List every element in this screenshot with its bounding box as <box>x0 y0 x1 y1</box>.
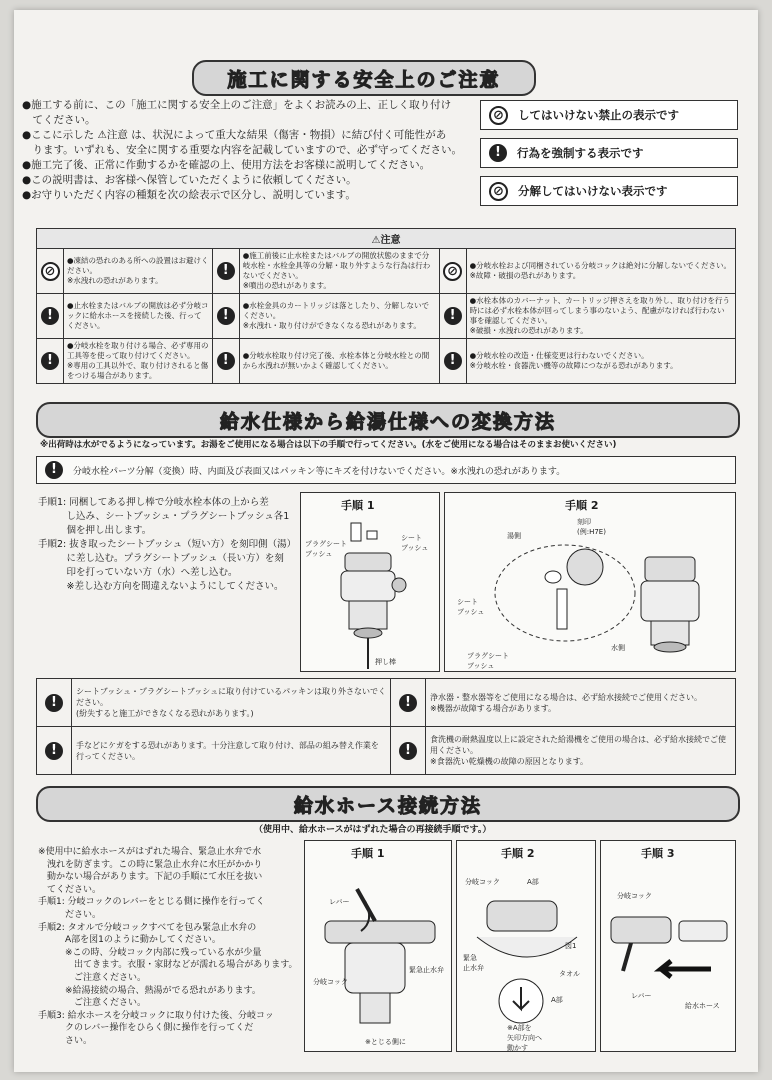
caution-cell: ●水栓金具のカートリッジは落としたり、分解しないでください。 ※水洩れ・取り付けができなくなる恐れがあります。 <box>239 294 439 339</box>
legend-prohibited <box>480 100 738 130</box>
step-line: ※差し込む方向を間違えないようにしてください。 <box>38 581 284 592</box>
step-line: ※給湯接続の場合、熱湯がでる恐れがあります。 <box>38 985 261 996</box>
caution-table <box>36 228 736 384</box>
warning-cell: シートブッシュ・プラグシートブッシュに取り付けているパッキンは取り外さないでください。 (紛失すると施工ができなくなる恐れがあります。) <box>72 679 391 727</box>
figure-label: ※A部を 矢印方向へ 動かす <box>507 1024 542 1052</box>
instruction-sheet <box>14 10 758 1072</box>
hose-figure-1 <box>304 840 452 1052</box>
figure-label: 水側 <box>611 644 625 652</box>
step-line: し込み、シートブッシュ・プラグシートブッシュ各1 <box>38 511 290 522</box>
figure-label: 押し棒 <box>375 658 396 666</box>
safety-bullet: ●施工完了後、正常に作動するかを確認の上、使用方法をお客様に説明してください。 <box>22 159 431 171</box>
safety-bullet: ●施工する前に、この「施工に関する安全上のご注意」をよくお読みの上、正しく取り付け <box>22 99 452 111</box>
mandatory-icon: ! <box>45 742 63 760</box>
no-disassembly-icon: ⊘ <box>443 262 462 281</box>
legend-label: 行為を強制する表示です <box>517 146 644 160</box>
lever-diagram <box>305 841 453 1053</box>
step-line: 個を押し出します。 <box>38 525 152 536</box>
mandatory-icon: ! <box>399 694 417 712</box>
step-line: ご注意ください。 <box>38 972 147 983</box>
figure-label: プラグシート ブッシュ <box>305 540 347 558</box>
mandatory-icon: ! <box>217 262 235 280</box>
caution-cell: ●施工前後に止水栓またはバルブの開放状態のままで分岐水栓・水栓金具等の分解・取り外すような行為は行わないでください。 ※噴出の恐れがあります。 <box>239 249 439 294</box>
figure-label: A部 <box>551 996 563 1004</box>
step-line: クのレバー操作をひらく側に操作を行ってくだ <box>38 1023 254 1034</box>
figure-label: 給水ホース <box>685 1002 720 1010</box>
caution-cell: ●分岐水栓および同梱されている分岐コックは絶対に分解しないでください。 ※故障・破損の恐れがあります。 <box>466 249 735 294</box>
figure-label: 緊急 止水弁 <box>463 954 484 972</box>
caution-cell: ●分岐水栓の改造・仕様変更は行わないでください。 ※分岐水栓・食器洗い機等の故障につながる恐れがあります。 <box>466 339 735 384</box>
step-line: 印を打っていない方（水）へ差し込む。 <box>38 567 238 578</box>
safety-bullet: ●この説明書は、お客様へ保管していただくように依頼してください。 <box>22 174 357 186</box>
step-line: 手順1: 分岐コックのレバーをとじる側に操作を行ってく <box>38 897 265 908</box>
hose-connect-diagram <box>601 841 737 1053</box>
step-line: 出てきます。衣服・家財などが濡れる場合があります。 <box>38 960 298 971</box>
figure-label: レバー <box>631 992 652 1000</box>
figure-label: 分岐コック <box>465 878 500 886</box>
mandatory-icon: ! <box>41 352 59 370</box>
mandatory-icon: ! <box>444 352 462 370</box>
mandatory-icon: ! <box>217 352 235 370</box>
figure-label: レバー <box>329 898 350 906</box>
caution-cell: ●水栓本体のカバーナット、カートリッジ押さえを取り外し、取り付けを行う時には必ず水栓本体が回ってしまう事のないよう、配慮がなければ行わない事を確認してください。 ※破損・水洩れの恐れがあります。 <box>466 294 735 339</box>
conversion-warning <box>36 456 736 484</box>
figure-label: 分岐コック <box>617 892 652 900</box>
step-line: てください。 <box>38 884 102 895</box>
conversion-figure-1 <box>300 492 440 672</box>
legend-mandatory <box>480 138 738 168</box>
mandatory-icon: ! <box>399 742 417 760</box>
caution-table-header: ⚠注意 <box>37 229 736 249</box>
conversion-title: 給水仕様から給湯仕様への変換方法 <box>36 402 740 438</box>
prohibited-icon: ⊘ <box>41 262 60 281</box>
step-line: ご注意ください。 <box>38 998 147 1009</box>
safety-title: 施工に関する安全上のご注意 <box>192 60 536 96</box>
warning-cell: 手などにケガをする恐れがあります。十分注意して取り付け、部品の組み替え作業を行ってください。 <box>72 727 391 775</box>
step-line: A部を図1のように動かしてください。 <box>38 935 221 946</box>
hose-subtitle: （使用中、給水ホースがはずれた場合の再接続手順です。） <box>254 825 492 835</box>
caution-cell: ●分岐水栓を取り付ける場合、必ず専用の工具等を使って取り付けてください。 ※専用の工具以外で、取り付けされると傷をつける場合があります。 <box>64 339 213 384</box>
safety-bullet: ります。いずれも、安全に関する重要な内容を記載していますので、必ず守ってください。 <box>22 144 462 156</box>
figure-label: A部 <box>527 878 539 886</box>
step-line: 手順3: 給水ホースを分岐コックに取り付けた後、分岐コッ <box>38 1010 274 1021</box>
mandatory-icon: ! <box>41 307 59 325</box>
caution-cell: ●分岐水栓取り付け完了後、水栓本体と分岐水栓との間から水洩れが無いかよく確認してください。 <box>239 339 439 384</box>
figure-label: 分岐コック <box>313 978 348 986</box>
figure-label: シート ブッシュ <box>401 534 429 552</box>
step-line: 手順2: タオルで分岐コックすべてを包み緊急止水弁の <box>38 922 257 933</box>
legend-label: してはいけない禁止の表示です <box>518 108 679 122</box>
mandatory-icon: ! <box>217 307 235 325</box>
figure-label: 緊急止水弁 <box>409 966 444 974</box>
conversion-note: ※出荷時は水がでるようになっています。お湯をご使用になる場合は以下の手順で行ってください。(水をご使用になる場合はそのままお使いください) <box>40 440 617 450</box>
figure-title: 手順 1 <box>341 499 375 512</box>
figure-label: プラグシート ブッシュ <box>467 652 509 670</box>
prohibited-icon: ⊘ <box>489 106 508 125</box>
caution-cell: ●凍結の恐れのある所への設置はお避けください。 ※水洩れの恐れがあります。 <box>64 249 213 294</box>
figure-label: ※とじる側に <box>365 1038 406 1046</box>
figure-title: 手順 2 <box>501 847 535 860</box>
legend-no-disassembly <box>480 176 738 206</box>
step-line: ださい。 <box>38 909 102 920</box>
safety-bullets <box>22 98 482 203</box>
warnings-table <box>36 678 736 775</box>
figure-title: 手順 2 <box>565 499 599 512</box>
conversion-steps <box>38 496 296 594</box>
mandatory-icon: ! <box>45 461 63 479</box>
step-line: 洩れを防ぎます。この時に緊急止水弁に水圧がかかり <box>38 859 263 870</box>
mandatory-icon: ! <box>489 144 507 162</box>
figure-label: 刻印 (例:H7E) <box>577 518 606 536</box>
no-disassembly-icon: ⊘ <box>489 182 508 201</box>
caution-cell: ●止水栓またはバルブの開放は必ず分岐コックに給水ホースを接続した後、行ってください。 <box>64 294 213 339</box>
warning-cell: 浄水器・整水器等をご使用になる場合は、必ず給水接続でご使用ください。 ※機器が故障する場合があります。 <box>426 679 736 727</box>
hose-title: 給水ホース接続方法 <box>36 786 740 822</box>
step-line: に差し込む。プラグシートブッシュ（長い方）を刻 <box>38 553 284 564</box>
figure-title: 手順 3 <box>641 847 675 860</box>
conversion-figure-2 <box>444 492 736 672</box>
safety-bullet: ●お守りいただく内容の種類を次の絵表示で区分し、説明しています。 <box>22 189 356 201</box>
hose-figure-3 <box>600 840 736 1052</box>
safety-bullet: ●ここに示した ⚠注意 は、状況によって重大な結果（傷害・物損）に結び付く可能性があ <box>22 129 447 141</box>
warning-cell: 食洗機の耐熱温度以上に設定された給湯機をご使用の場合は、必ず給水接続でご使用ください。 ※食器洗い乾燥機の故障の原因となります。 <box>426 727 736 775</box>
step-line: さい。 <box>38 1035 93 1046</box>
step-line: ※この時、分岐コック内部に残っている水が少量 <box>38 947 262 958</box>
hose-steps <box>38 846 298 1048</box>
figure-title: 手順 1 <box>351 847 385 860</box>
figure-label: 湯側 <box>507 532 521 540</box>
legend-label: 分解してはいけない表示です <box>518 184 668 198</box>
figure-label: 図1 <box>565 942 577 950</box>
figure-label: シート ブッシュ <box>457 598 485 616</box>
mandatory-icon: ! <box>444 307 462 325</box>
figure-label: タオル <box>559 970 580 978</box>
step-line: 動かない場合があります。下記の手順にて水圧を抜い <box>38 872 263 883</box>
hose-figure-2 <box>456 840 596 1052</box>
mandatory-icon: ! <box>45 694 63 712</box>
conversion-warning-text: 分岐水栓パーツ分解（変換）時、内面及び表面又はパッキン等にキズを付けないでください。※水洩れの恐れがあります。 <box>73 466 566 477</box>
step-line: 手順2: 抜き取ったシートブッシュ（短い方）を刻印側（湯） <box>38 539 297 550</box>
faucet-diagram <box>301 493 441 673</box>
step-line: 手順1: 同梱してある押し棒で分岐水栓本体の上から差 <box>38 497 269 508</box>
step-line: ※使用中に給水ホースがはずれた場合、緊急止水弁で水 <box>38 847 262 857</box>
safety-bullet: てください。 <box>22 114 96 126</box>
